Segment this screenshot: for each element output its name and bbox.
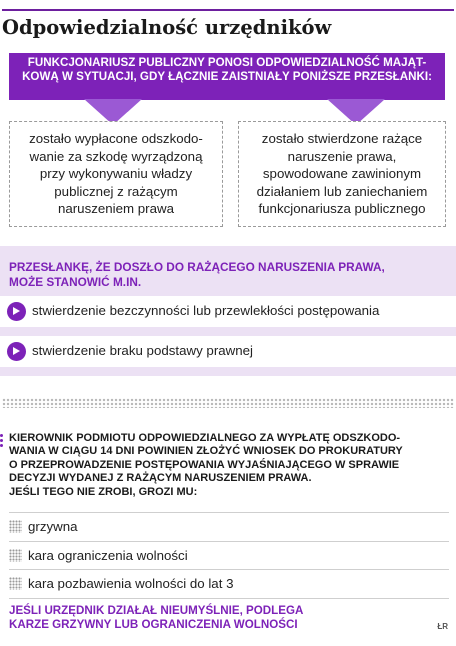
condition-text-right: zostało stwierdzone rażące naruszenie prawa, spowodowane zawinionym działaniem lub zaniechaniem funkcjonariusza publicznego: [256, 131, 428, 216]
footer-note: JEŚLI URZĘDNIK DZIAŁAŁ NIEUMYŚLNIE, PODLEGA KARZE GRZYWNY LUB OGRANICZENIA WOLNOŚCI: [9, 604, 304, 632]
separator: [9, 541, 449, 542]
page-title: Odpowiedzialność urzędników: [2, 16, 332, 39]
penalty-item: [9, 548, 188, 568]
penalty-label: kara ograniczenia wolności: [28, 548, 188, 563]
instruction-tail: JEŚLI TEGO NIE ZROBI, GROZI MU:: [9, 485, 198, 498]
violation-item-label: stwierdzenie braku podstawy prawnej: [32, 343, 253, 358]
instruction-body: KIEROWNIK PODMIOTU ODPOWIEDZIALNEGO ZA WYPŁATĘ ODSZKODO- WANIA W CIĄGU 14 DNI POWINIEN ZŁOŻYĆ WNIOSEK DO PROKURATURY O PRZEPROWADZENIE POSTĘPOWANIA WYJAŚNIAJĄCEGO W SPRAWIE DECYZJI WYDANEJ Z RAŻĄCYM NARUSZENIEM PRAWA.: [9, 432, 403, 485]
dot-grid-icon: [9, 577, 22, 590]
arrow-circle-icon: [7, 302, 26, 321]
violation-item: [0, 336, 456, 367]
condition-box-left: [9, 121, 223, 227]
dots-icon: [0, 434, 4, 449]
conditions-banner: FUNKCJONARIUSZ PUBLICZNY PONOSI ODPOWIEDZIALNOŚĆ MAJĄT- KOWĄ W SYTUACJI, GDY ŁĄCZNIE ZAISTNIAŁY PONIŻSZE PRZESŁANKI:: [9, 53, 445, 100]
dot-grid-icon: [9, 520, 22, 533]
arrow-circle-icon: [7, 342, 26, 361]
separator: [9, 569, 449, 570]
title-rule: [2, 9, 454, 11]
condition-box-right: [238, 121, 446, 227]
condition-text-left: zostało wypłacone odszkodo- wanie za szkodę wyrządzoną przy wykonywaniu władzy publicznej z rażącym naruszeniem prawa: [29, 131, 203, 216]
dotted-divider: [2, 398, 454, 408]
instruction-text: [9, 432, 449, 499]
penalty-label: grzywna: [28, 519, 78, 534]
dot-grid-icon: [9, 549, 22, 562]
penalty-label: kara pozbawienia wolności do lat 3: [28, 576, 234, 591]
separator: [9, 512, 449, 513]
title-block: [0, 0, 456, 48]
penalty-item: [9, 576, 234, 596]
violation-item-label: stwierdzenie bezczynności lub przewlekłości postępowania: [32, 303, 380, 318]
author-credit: ŁR: [437, 622, 448, 631]
violation-title: PRZESŁANKĘ, ŻE DOSZŁO DO RAŻĄCEGO NARUSZENIA PRAWA, MOŻE STANOWIĆ M.IN.: [9, 260, 385, 289]
penalty-item: [9, 519, 78, 539]
separator: [9, 598, 449, 599]
violation-item: [0, 296, 456, 327]
